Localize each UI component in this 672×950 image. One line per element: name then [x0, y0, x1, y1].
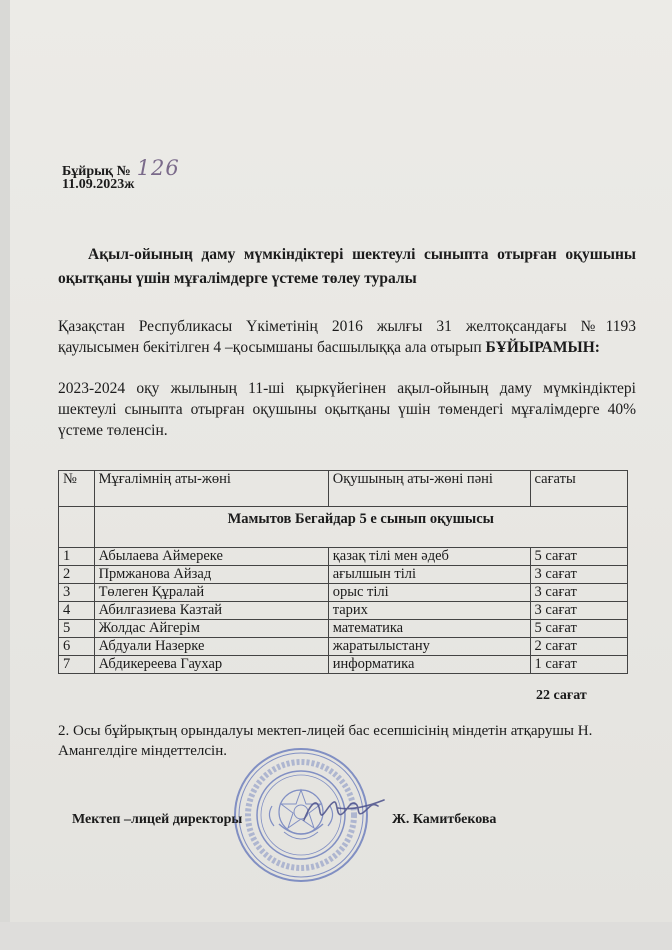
table-cell: Абдуали Назерке [94, 638, 328, 656]
table-cell: 2 [59, 566, 95, 584]
table-cell: қазақ тілі мен әдеб [328, 548, 530, 566]
table-cell: 1 [59, 548, 95, 566]
basis-text: Қазақстан Республикасы Үкіметінің 2016 жылғы 31 желтоқсандағы №1193 қаулысымен бекітілген 4 –қосымшаны басшылыққа ала отырып [58, 318, 636, 356]
table-cell: Жолдас Айгерім [94, 620, 328, 638]
table-cell: 5 сағат [530, 620, 627, 638]
table-row [59, 656, 628, 674]
table-header-row [59, 471, 628, 507]
header-cell: сағаты [530, 471, 627, 507]
table-cell: ағылшын тілі [328, 566, 530, 584]
table-cell: 3 [59, 584, 95, 602]
table-cell: 4 [59, 602, 95, 620]
table-cell: Төлеген Құралай [94, 584, 328, 602]
table-cell: жаратылыстану [328, 638, 530, 656]
table-cell: 3 сағат [530, 566, 627, 584]
signature-icon [298, 790, 388, 830]
table-cell: тарих [328, 602, 530, 620]
point-2-paragraph: 2. Осы бұйрықтың орындалуы мектеп-лицей бас есепшісінің міндетін атқарушы Н. Амангелдіге міндеттелсін. [58, 723, 593, 759]
background-surface [0, 922, 672, 950]
header-cell: № [59, 471, 95, 507]
decision-paragraph: 2023-2024 оқу жылының 11-ші қыркүйегінен ақыл-ойының даму мүмкіндіктері шектеулі сыныпта отырған оқушыны оқытқаны үшін төмендегі мұғалімдерге 40% үстеме төленсін. [58, 380, 636, 439]
table-row [59, 638, 628, 656]
table-row [59, 548, 628, 566]
signatory-name: Ж. Камитбекова [392, 812, 497, 827]
signatory-role: Мектеп –лицей директоры [72, 812, 243, 827]
order-number: 126 [136, 156, 180, 180]
table-row [59, 584, 628, 602]
table-row [59, 566, 628, 584]
table-cell: 5 [59, 620, 95, 638]
table-row [59, 620, 628, 638]
table-cell: Прмжанова Айзад [94, 566, 328, 584]
header-cell: Оқушының аты-жөні пәні [328, 471, 530, 507]
command-text: БҰЙЫРАМЫН: [485, 339, 600, 356]
student-row [59, 507, 628, 548]
table-cell [59, 507, 95, 548]
basis-paragraph [58, 316, 636, 358]
table-cell: 5 сағат [530, 548, 627, 566]
table-cell: 3 сағат [530, 602, 627, 620]
total-hours: 22 сағат [536, 688, 587, 703]
table-cell: Абылаева Аймереке [94, 548, 328, 566]
table-cell: 3 сағат [530, 584, 627, 602]
table-cell: орыс тілі [328, 584, 530, 602]
document-title: Ақыл-ойының даму мүмкіндіктері шектеулі сыныпта отырған оқушыны оқытқаны үшін мұғалімдерге үстеме төлеу туралы [58, 246, 636, 287]
student-name: Мамытов Бегайдар 5 е сынып оқушысы [94, 507, 627, 548]
table-cell: Абилгазиева Казтай [94, 602, 328, 620]
teachers-table [58, 470, 628, 674]
table-cell: 7 [59, 656, 95, 674]
table-cell: 6 [59, 638, 95, 656]
table-cell: математика [328, 620, 530, 638]
table-cell: 2 сағат [530, 638, 627, 656]
table-cell: информатика [328, 656, 530, 674]
table-cell: 1 сағат [530, 656, 627, 674]
table-cell: Абдикереева Гаухар [94, 656, 328, 674]
header-cell: Мұғалімнің аты-жөні [94, 471, 328, 507]
order-label: Бұйрық № [62, 164, 131, 179]
order-date: 11.09.2023ж [62, 177, 135, 192]
table-row [59, 602, 628, 620]
